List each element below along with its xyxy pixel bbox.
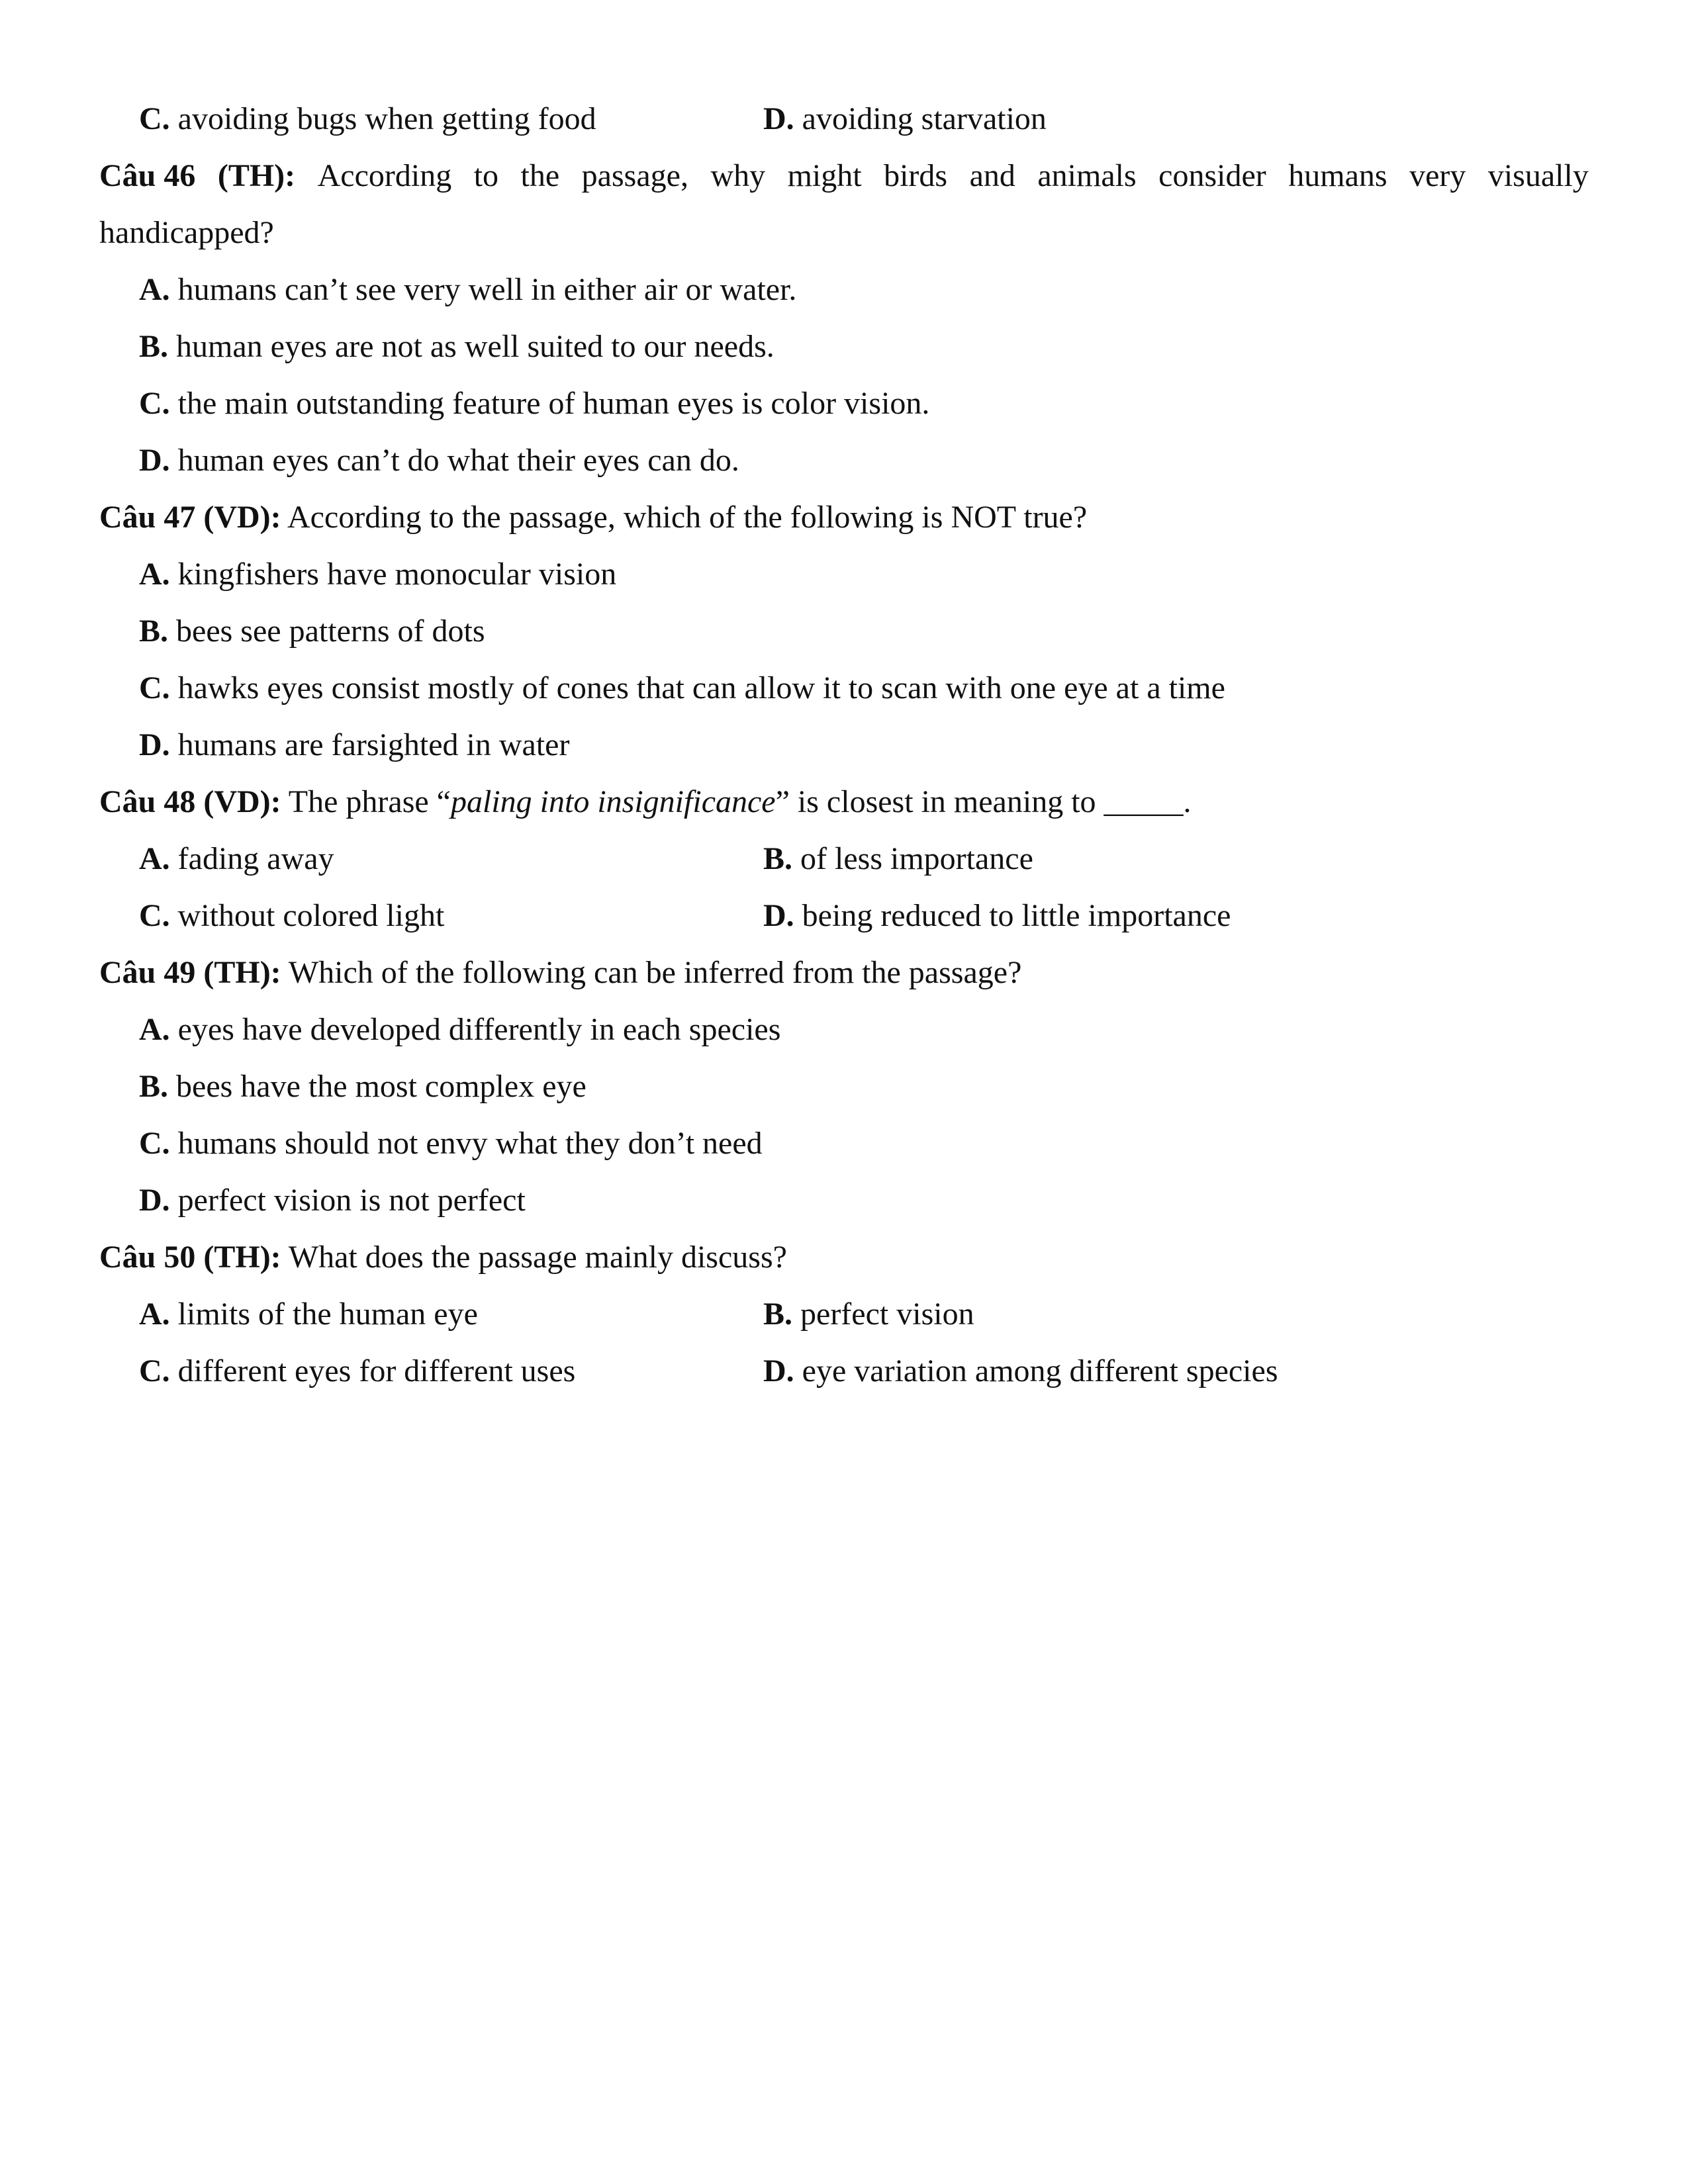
q49-stem	[99, 953, 1589, 993]
q47-option-c	[139, 668, 1225, 708]
option-letter: A.	[139, 1012, 170, 1047]
option-letter: B.	[139, 1069, 169, 1104]
q46-option-c	[139, 384, 929, 424]
option-letter: B.	[763, 841, 793, 876]
stem-word: and	[969, 158, 1015, 193]
q47-option-a	[139, 555, 616, 594]
q46-option-a	[139, 270, 796, 310]
q49-option-b	[139, 1067, 586, 1107]
option-letter: C.	[139, 670, 170, 705]
q47-option-b	[139, 612, 485, 651]
option-text: without colored light	[177, 898, 445, 933]
option-letter: B.	[139, 329, 169, 364]
option-letter: D.	[763, 101, 794, 136]
stem-word: passage,	[581, 158, 688, 193]
option-letter: C.	[139, 386, 170, 421]
question-text-after: ” is closest in meaning to _____.	[775, 784, 1192, 819]
stem-word: might	[787, 158, 862, 193]
option-text: perfect vision	[800, 1297, 974, 1332]
q49-option-a	[139, 1010, 780, 1050]
option-letter: A.	[139, 841, 170, 876]
option-letter: A.	[139, 1297, 170, 1332]
q46-option-d	[139, 441, 739, 480]
option-text: humans can’t see very well in either air or water.	[177, 272, 797, 307]
option-letter: A.	[139, 557, 170, 592]
option-letter: D.	[139, 1183, 170, 1218]
option-text: of less importance	[800, 841, 1033, 876]
q49-option-d	[139, 1181, 526, 1220]
stem-word: to	[473, 158, 499, 193]
question-text: Which of the following can be inferred from the passage?	[288, 955, 1022, 990]
option-text: different eyes for different uses	[177, 1353, 576, 1388]
option-text: kingfishers have monocular vision	[177, 557, 617, 592]
q48-stem	[99, 782, 1589, 822]
question-label: Câu 50 (TH):	[99, 1240, 281, 1275]
stem-word: why	[710, 158, 766, 193]
q50-option-a	[139, 1295, 478, 1334]
option-letter: C.	[139, 1353, 170, 1388]
option-text: limits of the human eye	[177, 1297, 478, 1332]
q50-option-b	[763, 1295, 974, 1334]
option-letter: D.	[763, 1353, 794, 1388]
q50-option-c	[139, 1351, 575, 1391]
q46-option-b	[139, 327, 774, 367]
question-label: Câu 49 (TH):	[99, 955, 281, 990]
q45-option-d	[763, 99, 1047, 139]
q46-stem-line1	[99, 156, 1589, 196]
q50-stem	[99, 1238, 1589, 1277]
option-text: bees see patterns of dots	[176, 614, 485, 649]
q46-stem-line2: handicapped?	[99, 215, 274, 250]
question-text: What does the passage mainly discuss?	[288, 1240, 787, 1275]
option-letter: C.	[139, 898, 170, 933]
q48-option-a	[139, 839, 334, 879]
option-letter: C.	[139, 1126, 170, 1161]
stem-word: humans	[1288, 158, 1387, 193]
option-letter: C.	[139, 101, 170, 136]
option-letter: D.	[139, 727, 170, 762]
q48-option-b	[763, 839, 1033, 879]
q47-option-d	[139, 725, 569, 765]
question-text: According to the passage, which of the following is NOT true?	[287, 500, 1088, 535]
stem-word: According	[317, 158, 452, 193]
stem-word: animals	[1037, 158, 1137, 193]
stem-word: consider	[1158, 158, 1266, 193]
question-level: (TH):	[217, 158, 296, 193]
option-letter: B.	[139, 614, 169, 649]
q48-option-d	[763, 896, 1231, 936]
option-letter: A.	[139, 272, 170, 307]
option-text: eye variation among different species	[802, 1353, 1278, 1388]
option-text: the main outstanding feature of human eyes is color vision.	[177, 386, 930, 421]
option-text: bees have the most complex eye	[176, 1069, 586, 1104]
option-text: avoiding bugs when getting food	[177, 101, 596, 136]
option-text: eyes have developed differently in each species	[177, 1012, 781, 1047]
option-text: human eyes can’t do what their eyes can do.	[177, 443, 739, 478]
stem-word: very	[1409, 158, 1466, 193]
q47-stem	[99, 498, 1589, 537]
q45-option-c	[139, 99, 596, 139]
q48-option-c	[139, 896, 444, 936]
stem-word: visually	[1487, 158, 1589, 193]
question-label: Câu 47 (VD):	[99, 500, 281, 535]
option-text: humans should not envy what they don’t need	[177, 1126, 763, 1161]
option-text: humans are farsighted in water	[177, 727, 570, 762]
option-text: hawks eyes consist mostly of cones that can allow it to scan with one eye at a time	[177, 670, 1225, 705]
option-text: avoiding starvation	[802, 101, 1047, 136]
option-letter: B.	[763, 1297, 793, 1332]
question-number: Câu 46	[99, 158, 196, 193]
option-letter: D.	[139, 443, 170, 478]
option-text: being reduced to little importance	[802, 898, 1231, 933]
q49-option-c	[139, 1124, 763, 1163]
option-text: perfect vision is not perfect	[177, 1183, 526, 1218]
option-letter: D.	[763, 898, 794, 933]
q50-option-d	[763, 1351, 1278, 1391]
question-text-before: The phrase “	[288, 784, 451, 819]
option-text: human eyes are not as well suited to our needs.	[176, 329, 774, 364]
stem-word: birds	[884, 158, 948, 193]
stem-word: the	[520, 158, 560, 193]
option-text: fading away	[177, 841, 334, 876]
question-label: Câu 48 (VD):	[99, 784, 281, 819]
italic-phrase: paling into insignificance	[450, 784, 776, 819]
